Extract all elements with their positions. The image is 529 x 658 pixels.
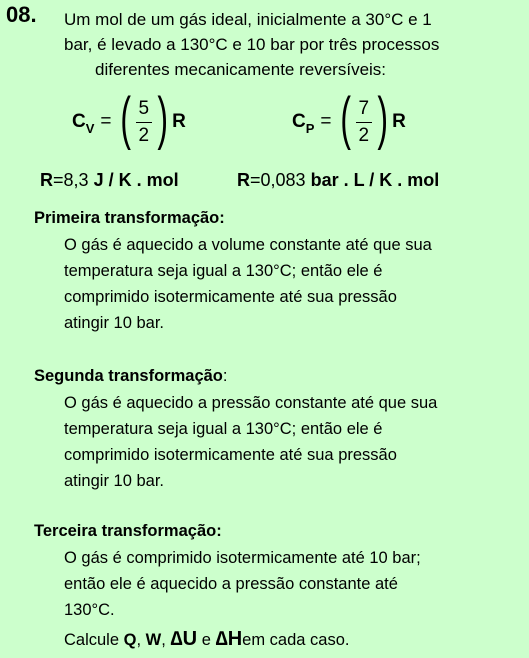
r2-symbol: R <box>237 170 250 190</box>
calc-and: e <box>201 631 211 649</box>
intro-line-2: bar, é levado a 130°C e 10 bar por três processos <box>64 35 440 54</box>
cp-numerator: 7 <box>358 97 370 119</box>
calc-w: W <box>145 631 162 649</box>
cv-formula <box>72 86 186 151</box>
calc-prefix: Calcule <box>64 631 120 649</box>
cv-r: R <box>172 111 186 132</box>
cp-symbol: C <box>292 111 306 132</box>
cp-denominator: 2 <box>358 124 370 146</box>
text-line: temperatura seja igual a 130°C; então ele é <box>64 420 383 438</box>
text-line: 130°C. <box>64 601 115 619</box>
cv-denominator: 2 <box>138 124 150 146</box>
fraction-bar <box>136 122 152 123</box>
calc-delta-h: ∆H <box>215 628 243 650</box>
text-line: O gás é comprimido isotermicamente até 10 bar; <box>64 549 421 567</box>
cv-subscript: V <box>85 120 95 136</box>
intro-line-1: Um mol de um gás ideal, inicialmente a 30°C e 1 <box>64 10 432 29</box>
r-constant-bar <box>237 170 439 191</box>
left-paren: ( <box>119 86 131 151</box>
third-transformation-text <box>64 545 524 623</box>
cp-equals: = <box>320 111 332 132</box>
r2-value: =0,083 <box>250 170 306 190</box>
calculate-instruction <box>64 628 349 651</box>
text-line: comprimido isotermicamente até sua pressão <box>64 288 397 306</box>
fraction-bar <box>356 122 372 123</box>
cv-fraction <box>136 98 152 147</box>
cp-fraction <box>356 98 372 147</box>
r2-unit: bar . L / K . mol <box>310 170 440 190</box>
text-line: O gás é aquecido a volume constante até que sua <box>64 236 432 254</box>
text-line: comprimido isotermicamente até sua pressão <box>64 446 397 464</box>
cp-subscript: P <box>305 120 315 136</box>
right-paren: ) <box>377 86 388 151</box>
text-line: então ele é aquecido a pressão constante até <box>64 575 398 593</box>
calc-comma: , <box>136 631 142 649</box>
cp-r: R <box>392 111 406 132</box>
text-line: atingir 10 bar. <box>64 314 164 332</box>
right-paren: ) <box>157 86 168 151</box>
second-title-text: Segunda transformação <box>34 367 223 385</box>
text-line: temperatura seja igual a 130°C; então ele é <box>64 262 383 280</box>
first-transformation-text <box>64 232 524 336</box>
second-transformation-text <box>64 390 524 494</box>
r1-symbol: R <box>40 170 53 190</box>
intro-line-3: diferentes mecanicamente reversíveis: <box>95 60 387 79</box>
cp-formula <box>292 86 406 151</box>
r1-value: =8,3 <box>53 170 89 190</box>
cv-numerator: 5 <box>138 97 150 119</box>
cv-symbol: C <box>72 111 86 132</box>
third-transformation-title: Terceira transformação: <box>34 522 222 540</box>
text-line: atingir 10 bar. <box>64 472 164 490</box>
question-intro <box>64 7 514 82</box>
calc-q: Q <box>123 631 137 649</box>
first-transformation-title: Primeira transformação: <box>34 209 225 227</box>
r-constant-joule <box>40 170 179 191</box>
text-line: O gás é aquecido a pressão constante até que sua <box>64 394 438 412</box>
calc-suffix: em cada caso. <box>242 631 350 649</box>
r1-unit: J / K . mol <box>93 170 179 190</box>
calc-comma: , <box>161 631 166 649</box>
second-title-colon: : <box>222 367 228 385</box>
calc-delta-u: ∆U <box>170 628 198 650</box>
cv-equals: = <box>100 111 112 132</box>
left-paren: ( <box>339 86 351 151</box>
second-transformation-title <box>34 367 227 386</box>
question-number: 08. <box>6 2 37 27</box>
